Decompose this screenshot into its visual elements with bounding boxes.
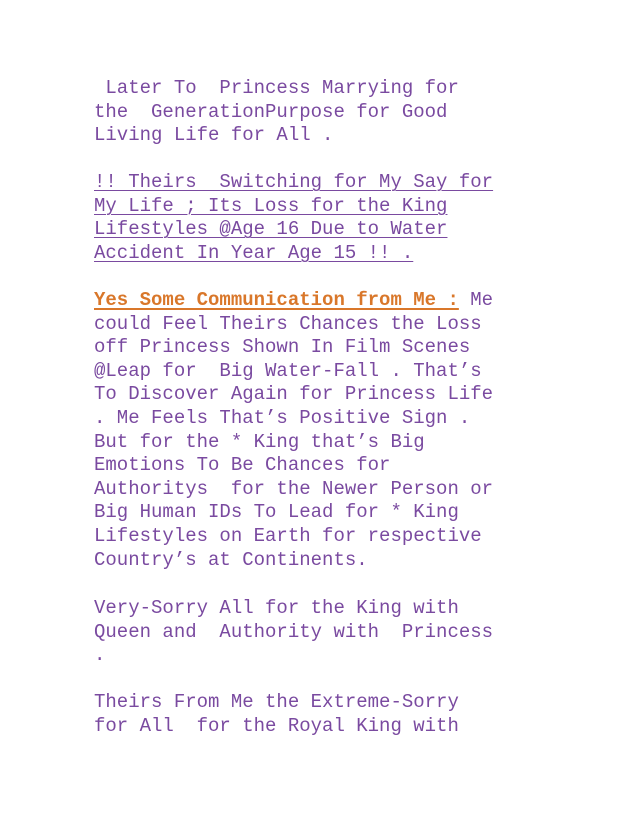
first-line-rest: Me <box>458 289 494 311</box>
highlighted-heading: Yes Some Communication from Me : <box>94 289 459 311</box>
paragraph-line: for All for the Royal King with <box>94 714 459 737</box>
paragraph-1 <box>94 77 614 148</box>
paragraph-5 <box>94 691 614 738</box>
paragraph-line <box>94 242 614 266</box>
paragraph-2 <box>94 171 614 265</box>
paragraph-line <box>94 195 614 219</box>
paragraph-3 <box>94 289 614 572</box>
paragraph-4 <box>94 597 614 668</box>
paragraph-line: Later To Princess Marrying for <box>94 77 459 99</box>
paragraph-line: Country’s at Continents. <box>94 548 368 571</box>
paragraph-line: Emotions To Be Chances for <box>94 454 391 477</box>
paragraph-line: @Leap for Big Water-Fall . That’s <box>94 359 482 382</box>
paragraph-line <box>94 218 614 242</box>
underlined-text: My Life ; Its Loss for the King <box>94 194 448 217</box>
underlined-text: !! Theirs Switching for My Say for <box>94 171 494 193</box>
paragraph-line: To Discover Again for Princess Life <box>94 383 494 406</box>
paragraph-line: Queen and Authority with Princess <box>94 620 494 643</box>
underlined-text: Lifestyles @Age 16 Due to Water <box>94 218 448 241</box>
paragraph-line: Authoritys for the Newer Person or <box>94 477 494 500</box>
paragraph-line: off Princess Shown In Film Scenes <box>94 336 471 359</box>
paragraph-line: the GenerationPurpose for Good <box>94 100 448 123</box>
paragraph-first-line <box>94 289 614 313</box>
paragraph-line: Living Life for All . <box>94 124 334 147</box>
paragraph-line: Big Human IDs To Lead for * King <box>94 501 459 524</box>
paragraph-line: . <box>94 644 106 667</box>
paragraph-line: Lifestyles on Earth for respective <box>94 524 482 547</box>
paragraph-line <box>94 171 614 195</box>
underlined-text: Accident In Year Age 15 !! . <box>94 241 414 264</box>
paragraph-line: Theirs From Me the Extreme-Sorry <box>94 691 459 713</box>
paragraph-line: . Me Feels That’s Positive Sign . <box>94 406 471 429</box>
paragraph-line: Very-Sorry All for the King with <box>94 597 459 619</box>
paragraph-line: But for the * King that’s Big <box>94 430 425 453</box>
paragraph-line: could Feel Theirs Chances the Loss <box>94 312 482 335</box>
